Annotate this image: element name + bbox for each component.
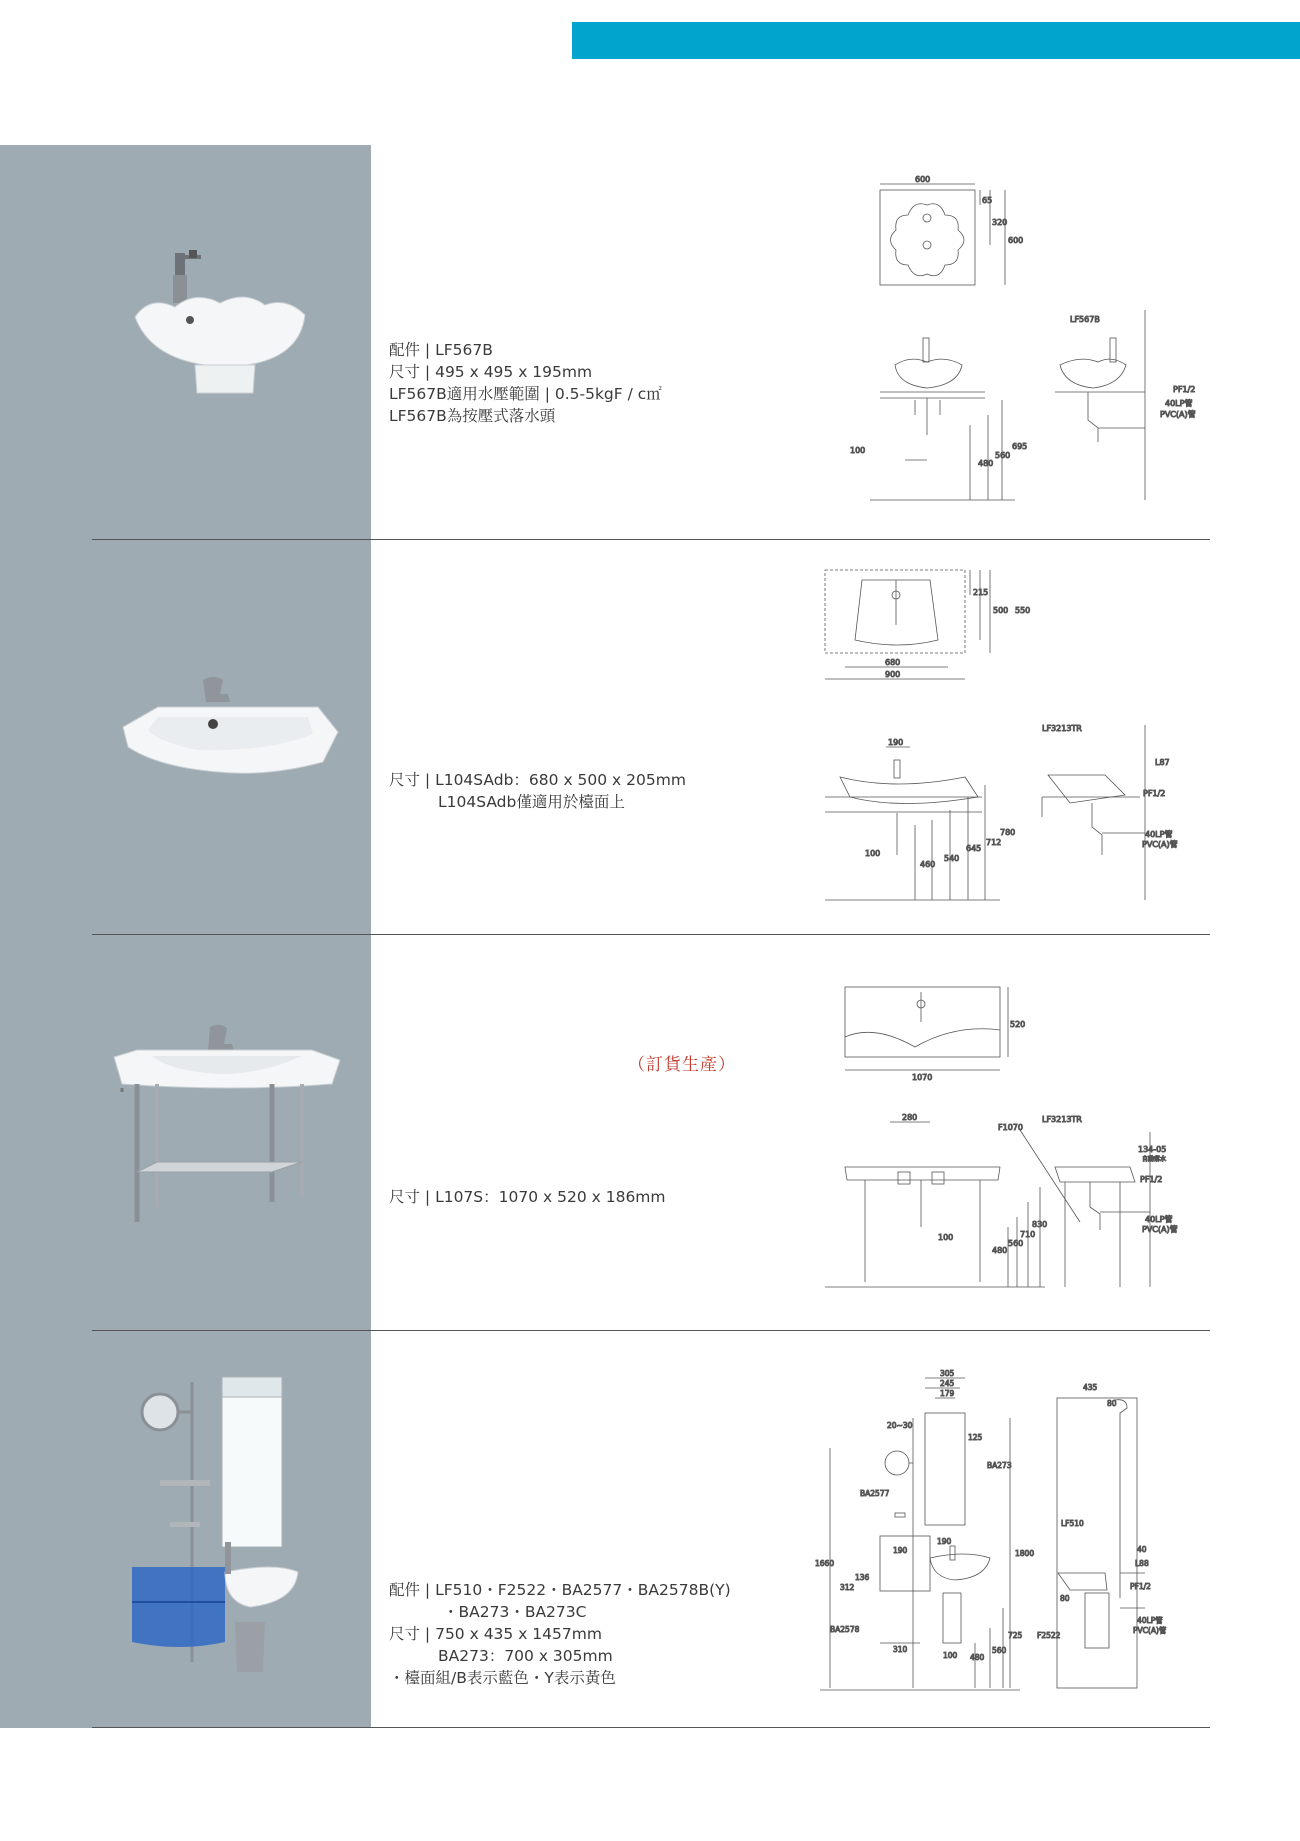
trap-label: PVC(A)管 bbox=[1142, 840, 1178, 849]
header-accent-bar bbox=[572, 22, 1300, 59]
dim-label: 710 bbox=[1020, 1230, 1036, 1239]
dim-label: 312 bbox=[840, 1583, 855, 1592]
section-divider bbox=[92, 1727, 1210, 1728]
l104sadb-technical-drawing bbox=[820, 565, 1210, 910]
dim-label: 305 bbox=[940, 1369, 955, 1378]
lf510-vanity-set-photo bbox=[130, 1372, 330, 1682]
dim-label: 100 bbox=[943, 1651, 958, 1660]
dim-label: 20~30 bbox=[887, 1421, 913, 1430]
dim-label: 560 bbox=[992, 1646, 1007, 1655]
trap-label: PVC(A)管 bbox=[1133, 1626, 1167, 1635]
dim-label: 550 bbox=[1015, 606, 1031, 615]
dim-label: 460 bbox=[920, 860, 936, 869]
dim-label: 600 bbox=[915, 175, 931, 184]
dim-label: 1070 bbox=[912, 1073, 933, 1082]
pipe-label: PF1/2 bbox=[1143, 789, 1166, 798]
cabinet-label: BA2578 bbox=[830, 1625, 860, 1634]
dim-label: 190 bbox=[937, 1537, 952, 1546]
dim-label: 830 bbox=[1032, 1220, 1048, 1229]
lf567b-specs bbox=[389, 339, 662, 427]
section-divider bbox=[92, 539, 1210, 540]
faucet-label: LF567B bbox=[1070, 315, 1100, 324]
section-divider bbox=[92, 934, 1210, 935]
dim-label: 80 bbox=[1060, 1594, 1070, 1603]
spec-line: LF567B為按壓式落水頭 bbox=[389, 407, 556, 425]
dim-label: 190 bbox=[893, 1546, 908, 1555]
mirror-label: BA273 bbox=[987, 1461, 1012, 1470]
dim-label: 560 bbox=[1008, 1239, 1024, 1248]
pipe-label: PF1/2 bbox=[1130, 1582, 1151, 1591]
dim-label: 600 bbox=[1008, 236, 1024, 245]
dim-label: 900 bbox=[885, 670, 901, 679]
dim-label: 480 bbox=[970, 1653, 985, 1662]
dim-label: 480 bbox=[978, 459, 994, 468]
dim-label: 435 bbox=[1083, 1383, 1098, 1392]
dim-label: 780 bbox=[1000, 828, 1016, 837]
spec-line: 配件 | LF567B bbox=[389, 341, 493, 359]
base-label: F2522 bbox=[1037, 1631, 1061, 1640]
trap-label: PVC(A)管 bbox=[1160, 410, 1196, 419]
dim-label: 136 bbox=[855, 1573, 870, 1582]
dim-label: 80 bbox=[1107, 1399, 1117, 1408]
dim-label: 712 bbox=[986, 838, 1002, 847]
trap-label: 40LP管 bbox=[1165, 399, 1193, 408]
l107s-technical-drawing bbox=[820, 982, 1210, 1292]
spec-line: 尺寸 | L107S：1070 x 520 x 186mm bbox=[389, 1188, 666, 1206]
faucet-label: LF3213TR bbox=[1042, 1115, 1082, 1124]
spec-line: ・BA273・BA273C bbox=[443, 1603, 587, 1621]
dim-label: 725 bbox=[1008, 1631, 1023, 1640]
spec-line: 尺寸 | 750 x 435 x 1457mm bbox=[389, 1625, 602, 1643]
pipe-label: L87 bbox=[1155, 758, 1170, 767]
trap-label: 40LP管 bbox=[1137, 1616, 1163, 1625]
spec-line: 尺寸 | L104SAdb：680 x 500 x 205mm bbox=[389, 771, 686, 789]
dim-label: 645 bbox=[966, 844, 982, 853]
lf567b-technical-drawing bbox=[830, 170, 1210, 510]
lf510-set-specs bbox=[389, 1579, 731, 1689]
dim-label: 680 bbox=[885, 658, 901, 667]
faucet-label: LF510 bbox=[1061, 1519, 1084, 1528]
spec-line: L104SAdb僅適用於檯面上 bbox=[438, 793, 625, 811]
dim-label: 280 bbox=[902, 1113, 918, 1122]
section-divider bbox=[92, 1330, 1210, 1331]
order-production-note: （訂貨生產） bbox=[628, 1055, 736, 1075]
dim-label: 500 bbox=[993, 606, 1009, 615]
dim-label: 100 bbox=[938, 1233, 954, 1242]
dim-label: 540 bbox=[944, 854, 960, 863]
dim-label: 1660 bbox=[815, 1559, 835, 1568]
dim-label: 125 bbox=[968, 1433, 983, 1442]
l104sadb-specs bbox=[389, 769, 686, 813]
spec-line: 配件 | LF510・F2522・BA2577・BA2578B(Y) bbox=[389, 1581, 731, 1599]
spec-line: 尺寸 | 495 x 495 x 195mm bbox=[389, 363, 593, 381]
dim-label: 1800 bbox=[1015, 1549, 1035, 1558]
dim-label: 190 bbox=[888, 738, 904, 747]
dim-label: 695 bbox=[1012, 442, 1028, 451]
pipe-label: PF1/2 bbox=[1140, 1175, 1163, 1184]
pipe-label: L88 bbox=[1135, 1559, 1149, 1568]
spec-line: ・檯面組/B表示藍色・Y表示黃色 bbox=[389, 1669, 616, 1687]
trap-label: 40LP管 bbox=[1145, 830, 1173, 839]
frame-label: F1070 bbox=[998, 1123, 1023, 1132]
dim-label: 40 bbox=[1137, 1545, 1147, 1554]
dim-label: 65 bbox=[982, 196, 993, 205]
trap-label: 40LP管 bbox=[1145, 1215, 1173, 1224]
dim-label: 245 bbox=[940, 1379, 955, 1388]
dim-label: 560 bbox=[995, 451, 1011, 460]
spec-line: LF567B適用水壓範圍 | 0.5-5kgF / c㎡ bbox=[389, 385, 662, 403]
pipe-label: PF1/2 bbox=[1173, 385, 1196, 394]
dim-label: 215 bbox=[973, 588, 989, 597]
l107s-basin-stand-photo bbox=[112, 1022, 342, 1232]
spec-line: BA273：700 x 305mm bbox=[438, 1647, 613, 1665]
dim-label: 480 bbox=[992, 1246, 1008, 1255]
l107s-specs bbox=[389, 1186, 666, 1208]
trap-label: PVC(A)管 bbox=[1142, 1225, 1178, 1234]
dim-label: 100 bbox=[865, 849, 881, 858]
drain-label: 134-05 bbox=[1138, 1145, 1167, 1154]
l104sadb-basin-photo bbox=[118, 672, 348, 792]
faucet-label: LF3213TR bbox=[1042, 724, 1082, 733]
lf510-technical-drawing bbox=[815, 1368, 1210, 1698]
dim-label: 179 bbox=[940, 1389, 955, 1398]
dim-label: 320 bbox=[992, 218, 1008, 227]
lf567b-basin-photo bbox=[125, 245, 325, 405]
dim-label: 310 bbox=[893, 1645, 908, 1654]
dim-label: 100 bbox=[850, 446, 866, 455]
dim-label: 520 bbox=[1010, 1020, 1026, 1029]
drain-label: 自動落水 bbox=[1142, 1156, 1167, 1163]
shelf-label: BA2577 bbox=[860, 1489, 890, 1498]
